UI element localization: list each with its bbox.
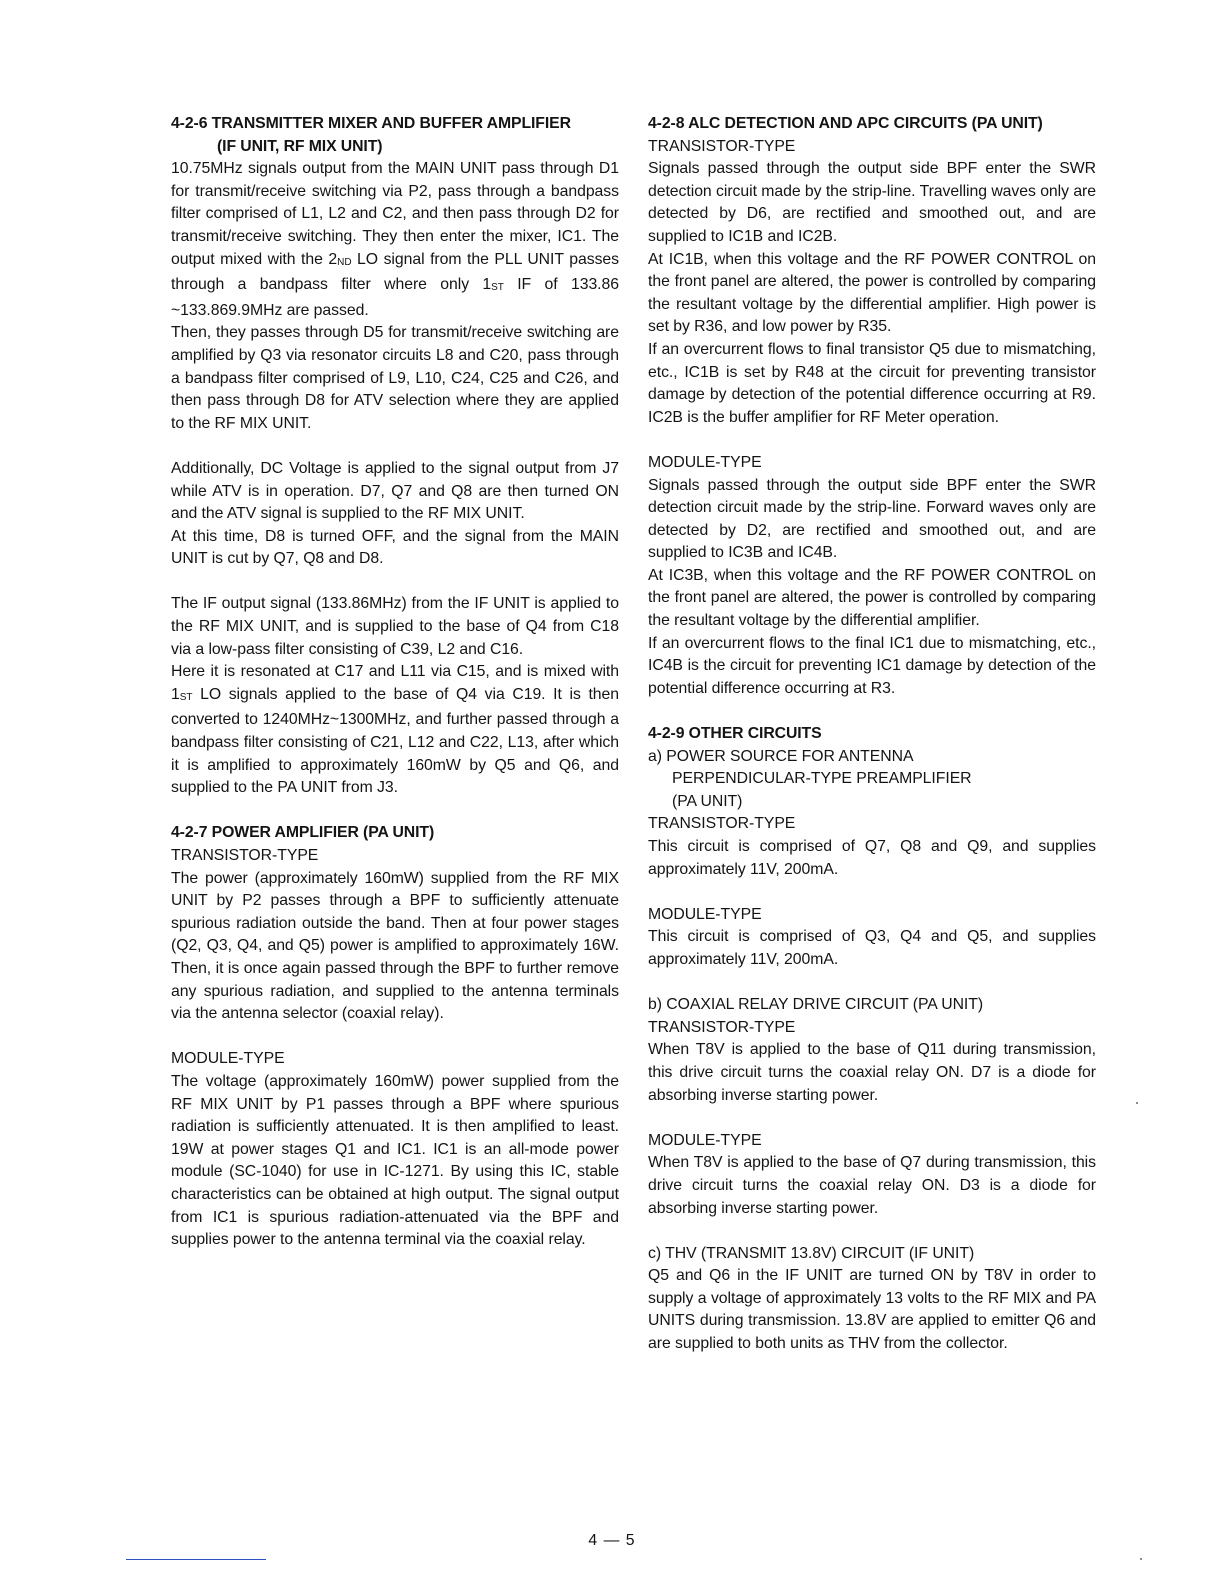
- paragraph-atv-dc-voltage: Additionally, DC Voltage is applied to the signal output from J7 while ATV is in operation. D7, Q7 and Q8 are then turned ON and the ATV signal is supplied to the RF MIX UNIT.: [171, 459, 619, 523]
- module-type-label: MODULE-TYPE: [648, 905, 762, 923]
- section-4-2-9-heading: 4-2-9 OTHER CIRCUITS: [648, 725, 822, 743]
- paragraph-mixer-intro: [171, 158, 619, 322]
- module-type-label: MODULE-TYPE: [648, 1131, 762, 1149]
- subscript-nd: ND: [337, 256, 352, 268]
- footer-rule: [126, 1559, 266, 1560]
- subscript-st: ST: [491, 282, 504, 294]
- paragraph-overcurrent-ic1: If an overcurrent flows to the final IC1 due to mismatching, etc., IC4B is the circuit for preventing IC1 damage by detection of the potential difference occurring at R3.: [648, 634, 1096, 697]
- spacer: [171, 435, 619, 458]
- scan-speck: [1136, 1102, 1138, 1104]
- paragraph-d5-switching: Then, they passes through D5 for transmit/receive switching are amplified by Q3 via resonator circuits L8 and C20, pass through a bandpass filter comprised of L9, L10, C24, C25 and C26, and then pass through D8 for ATV selection where they are applied to the RF MIX UNIT.: [171, 324, 619, 432]
- spacer: [648, 1220, 1096, 1243]
- spacer: [648, 1107, 1096, 1130]
- paragraph-swr-detection: Signals passed through the output side BPF enter the SWR detection circuit made by the strip-line. Travelling waves only are detected by D6, are rectified and smoothed out, and are supplied to IC1B and IC2B.: [648, 160, 1096, 245]
- text-run: LO signal from the PLL UNIT passes through a bandpass filter where only 1: [171, 250, 619, 294]
- item-c-title: c) THV (TRANSMIT 13.8V) CIRCUIT (IF UNIT): [648, 1244, 975, 1262]
- paragraph-d8-off: At this time, D8 is turned OFF, and the signal from the MAIN UNIT is cut by Q7, Q8 and D8.: [171, 527, 619, 568]
- transistor-type-label: TRANSISTOR-TYPE: [171, 847, 319, 864]
- item-b-title: b) COAXIAL RELAY DRIVE CIRCUIT (PA UNIT): [648, 996, 984, 1014]
- paragraph-if-output: The IF output signal (133.86MHz) from the IF UNIT is applied to the RF MIX UNIT, and is supplied to the base of Q4 from C18 via a low-pass filter consisting of C39, L2 and C16.: [171, 595, 619, 658]
- module-type-label: MODULE-TYPE: [171, 1050, 285, 1068]
- spacer: [648, 881, 1096, 904]
- spacer: [648, 429, 1096, 452]
- item-a-title: a) POWER SOURCE FOR ANTENNA: [648, 747, 914, 765]
- section-4-2-7-heading: 4-2-7 POWER AMPLIFIER (PA UNIT): [171, 824, 435, 842]
- item-a-title-unit: (PA UNIT): [672, 792, 743, 810]
- spacer: [171, 571, 619, 594]
- subscript-st: ST: [179, 691, 193, 703]
- spacer: [648, 700, 1096, 723]
- paragraph-preamp-transistor: This circuit is comprised of Q7, Q8 and Q9, and supplies approximately 11V, 200mA.: [648, 838, 1096, 878]
- item-a-title-cont: PERPENDICULAR-TYPE PREAMPLIFIER: [672, 770, 972, 788]
- section-4-2-6-title-cont: (IF UNIT, RF MIX UNIT): [217, 137, 383, 155]
- spacer: [171, 800, 619, 823]
- section-4-2-6-title: 4-2-6 TRANSMITTER MIXER AND BUFFER AMPLIFIER: [171, 115, 571, 132]
- page-number: 4 — 5: [588, 1532, 636, 1549]
- paragraph-thv-circuit: Q5 and Q6 in the IF UNIT are turned ON by T8V in order to supply a voltage of approximately 13 volts to the RF MIX and PA UNITS during transmission. 13.8V are applied to emitter Q6 and are supplied to both units as THV from the collector.: [648, 1267, 1096, 1353]
- paragraph-relay-transistor: When T8V is applied to the base of Q11 during transmission, this drive circuit turns the coaxial relay ON. D7 is a diode for absorbing inverse starting power.: [648, 1041, 1096, 1104]
- spacer: [648, 972, 1096, 995]
- right-column: [648, 113, 1096, 1356]
- paragraph-ic1b-power-control: At IC1B, when this voltage and the RF POWER CONTROL on the front panel are altered, the power is controlled by comparing the resultant voltage by the differential amplifier. High power is set by R36, and low power by R35.: [648, 250, 1096, 336]
- text-run: Here it is resonated at C17 and L11 via C15, and is mixed with 1: [171, 663, 619, 703]
- paragraph-relay-module: When T8V is applied to the base of Q7 during transmission, this drive circuit turns the coaxial relay ON. D3 is a diode for absorbing inverse starting power.: [648, 1154, 1096, 1217]
- paragraph-swr-forward: Signals passed through the output side BPF enter the SWR detection circuit made by the strip-line. Forward waves only are detected by D2, are rectified and smoothed out, and are supplied to IC3B and IC4B.: [648, 476, 1096, 562]
- transistor-type-label: TRANSISTOR-TYPE: [648, 1018, 796, 1036]
- section-4-2-8-heading: 4-2-8 ALC DETECTION AND APC CIRCUITS (PA UNIT): [648, 115, 1043, 132]
- left-column: [171, 113, 619, 1252]
- text-run: IF of 133.86 ~133.869.9MHz are passed.: [171, 276, 619, 319]
- paragraph-overcurrent-q5: If an overcurrent flows to final transistor Q5 due to mismatching, etc., IC1B is set by R48 at the circuit for preventing transistor damage by detection of the potential difference occurring at R9. IC2B is the buffer amplifier for RF Meter operation.: [648, 340, 1096, 426]
- paragraph-preamp-module: This circuit is comprised of Q3, Q4 and Q5, and supplies approximately 11V, 200mA.: [648, 928, 1096, 968]
- text-run: 10.75MHz signals output from the MAIN UNIT pass through D1 for transmit/receive switching via P2, pass through a bandpass filter comprised of L1, L2 and C2, and then pass through D2 for transmit/receive switching. They then enter the mixer, IC1. The output mixed with the 2: [171, 160, 619, 268]
- paragraph-pa-transistor: The power (approximately 160mW) supplied from the RF MIX UNIT by P2 passes through a BPF to sufficiently attenuate spurious radiation outside the band. Then at four power stages (Q2, Q3, Q4, and Q5) power is amplified to approximately 16W. Then, it is once again passed through the BPF to further remove any spurious radiation, and supplied to the antenna terminals via the antenna selector (coaxial relay).: [171, 869, 619, 1023]
- transistor-type-label: TRANSISTOR-TYPE: [648, 815, 796, 833]
- scan-speck: [1140, 1558, 1142, 1560]
- module-type-label: MODULE-TYPE: [648, 453, 762, 471]
- text-run: LO signals applied to the base of Q4 via C19. It is then converted to 1240MHz~1300MHz, and further passed through a bandpass filter consisting of C21, L12 and C22, L13, after which it is amplified to approximately 160mW by Q5 and Q6, and supplied to the PA UNIT from J3.: [171, 685, 619, 797]
- spacer: [171, 1026, 619, 1049]
- transistor-type-label: TRANSISTOR-TYPE: [648, 137, 796, 155]
- paragraph-pa-module: The voltage (approximately 160mW) power supplied from the RF MIX UNIT by P1 passes through a BPF where spurious radiation is sufficiently attenuated. It is then amplified to least. 19W at power stages Q1 and IC1. IC1 is an all-mode power module (SC-1040) for use in IC-1271. By using this IC, stable characteristics can be obtained at high output. The signal output from IC1 is spurious radiation-attenuated via the BPF and supplies power to the antenna terminal via the coaxial relay.: [171, 1072, 619, 1249]
- paragraph-resonated: [171, 661, 619, 800]
- section-4-2-6-heading: [171, 113, 619, 158]
- paragraph-ic3b-power-control: At IC3B, when this voltage and the RF POWER CONTROL on the front panel are altered, the power is controlled by comparing the resultant voltage by the differential amplifier.: [648, 566, 1096, 630]
